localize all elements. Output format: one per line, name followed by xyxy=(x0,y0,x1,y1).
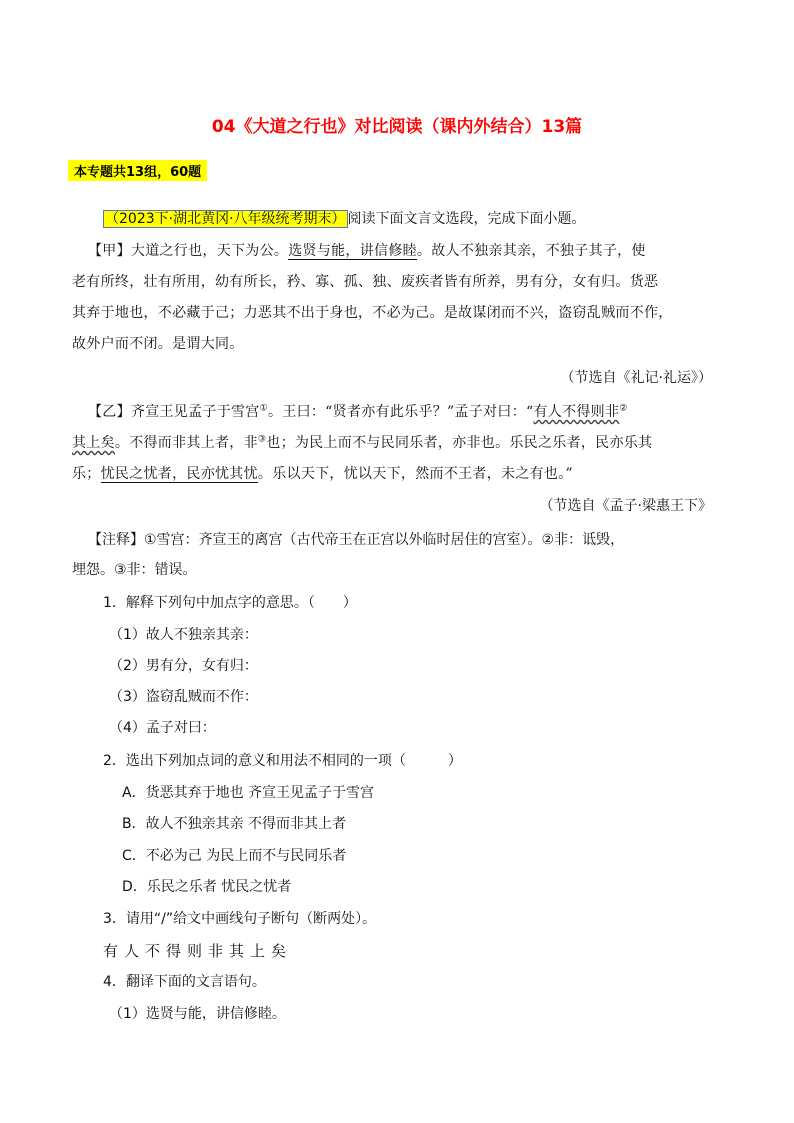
yi-text: 也；为民上而不与民同乐者，亦非也。乐民之乐者，民亦乐其 xyxy=(266,435,653,451)
notes-line-2: 埋怨。③非：错误。 xyxy=(72,562,197,578)
yi-wavy-sentence-end: 其上矣 xyxy=(72,435,115,451)
yi-label: 【乙】 xyxy=(88,404,131,420)
page-title: 04《大道之行也》对比阅读（课内外结合）13篇 xyxy=(211,117,583,137)
yi-text: 。不得而非其上者，非 xyxy=(114,435,258,451)
passage-yi-line-2 xyxy=(72,432,652,452)
yi-text: 乐； xyxy=(72,466,101,482)
passage-yi-line-1 xyxy=(88,401,628,421)
question-2-option-b: B．故人不独亲其亲 不得而非其上者 xyxy=(122,816,347,832)
question-1-item: （1）故人不独亲其亲： xyxy=(109,627,258,643)
jia-source: （节选自《礼记·礼运》） xyxy=(560,370,712,386)
instruction-line xyxy=(103,208,586,228)
passage-jia-line-3: 其弃于地也，不必藏于己；力恶其不出于身也，不必为己。是故谋闭而不兴，盗窃乱贼而不作， xyxy=(72,305,673,321)
question-2-option-d: D．乐民之乐者 忧民之忧者 xyxy=(122,879,292,895)
question-1-item: （3）盗窃乱贼而不作： xyxy=(109,689,258,705)
yi-wavy-sentence: 有人不得则非 xyxy=(533,404,620,420)
jia-underlined-sentence: 选贤与能，讲信修睦 xyxy=(288,243,417,259)
yi-text: 。王曰：“贤者亦有此乐乎？”孟子对曰：“ xyxy=(267,404,534,420)
note-marker: ① xyxy=(259,403,268,414)
yi-text: 。乐以天下，忧以天下，然而不王者，未之有也。” xyxy=(257,466,573,482)
question-4-stem: 4．翻译下面的文言语句。 xyxy=(103,974,266,990)
yi-text: 齐宣王见孟子于雪宫 xyxy=(130,404,260,420)
passage-jia-line-2: 老有所终，壮有所用，幼有所长，矜、寡、孤、独、废疾者皆有所养，男有分，女有归。货恶 xyxy=(72,274,659,290)
question-3-stem: 3．请用“/”给文中画线句子断句（断两处）。 xyxy=(103,911,377,927)
question-1-stem: 1．解释下列句中加点字的意思。（ ） xyxy=(103,595,357,611)
passage-jia-line-4: 故外户而不闭。是谓大同。 xyxy=(72,336,244,352)
note-marker: ② xyxy=(619,403,628,414)
passage-jia-line-1 xyxy=(88,240,646,260)
yi-underlined-sentence: 忧民之忧者，民亦忧其忧 xyxy=(100,466,258,482)
jia-text: 。故人不独亲其亲，不独子其子，使 xyxy=(416,243,646,259)
instruction-text: 阅读下面文言文选段，完成下面小题。 xyxy=(347,211,586,227)
topic-summary: 本专题共13组，60题 xyxy=(68,160,207,181)
question-2-option-a: A．货恶其弃于地也 齐宣王见孟子于雪宫 xyxy=(122,785,375,801)
question-1-item: （2）男有分，女有归： xyxy=(109,658,258,674)
passage-yi-line-3 xyxy=(72,463,573,483)
question-2-option-c: C．不必为己 为民上而不与民同乐者 xyxy=(122,848,347,864)
question-3-sentence: 有人不得则非其上矣 xyxy=(103,942,293,960)
jia-text: 大道之行也，天下为公。 xyxy=(130,243,289,259)
jia-label: 【甲】 xyxy=(88,243,131,259)
yi-source: （节选自《孟子·梁惠王下》 xyxy=(539,498,712,514)
note-marker: ③ xyxy=(257,434,267,445)
source-tag: （2023下·湖北黄冈·八年级统考期末） xyxy=(105,211,346,227)
question-4-item: （1）选贤与能，讲信修睦。 xyxy=(109,1006,286,1022)
question-1-item: （4）孟子对曰： xyxy=(109,720,216,736)
notes-line-1: 【注释】①雪宫：齐宣王的离宫（古代帝王在正宫以外临时居住的宫室）。②非：诋毁， xyxy=(88,532,625,548)
question-2-stem: 2．选出下列加点词的意义和用法不相同的一项（ ） xyxy=(103,753,462,769)
